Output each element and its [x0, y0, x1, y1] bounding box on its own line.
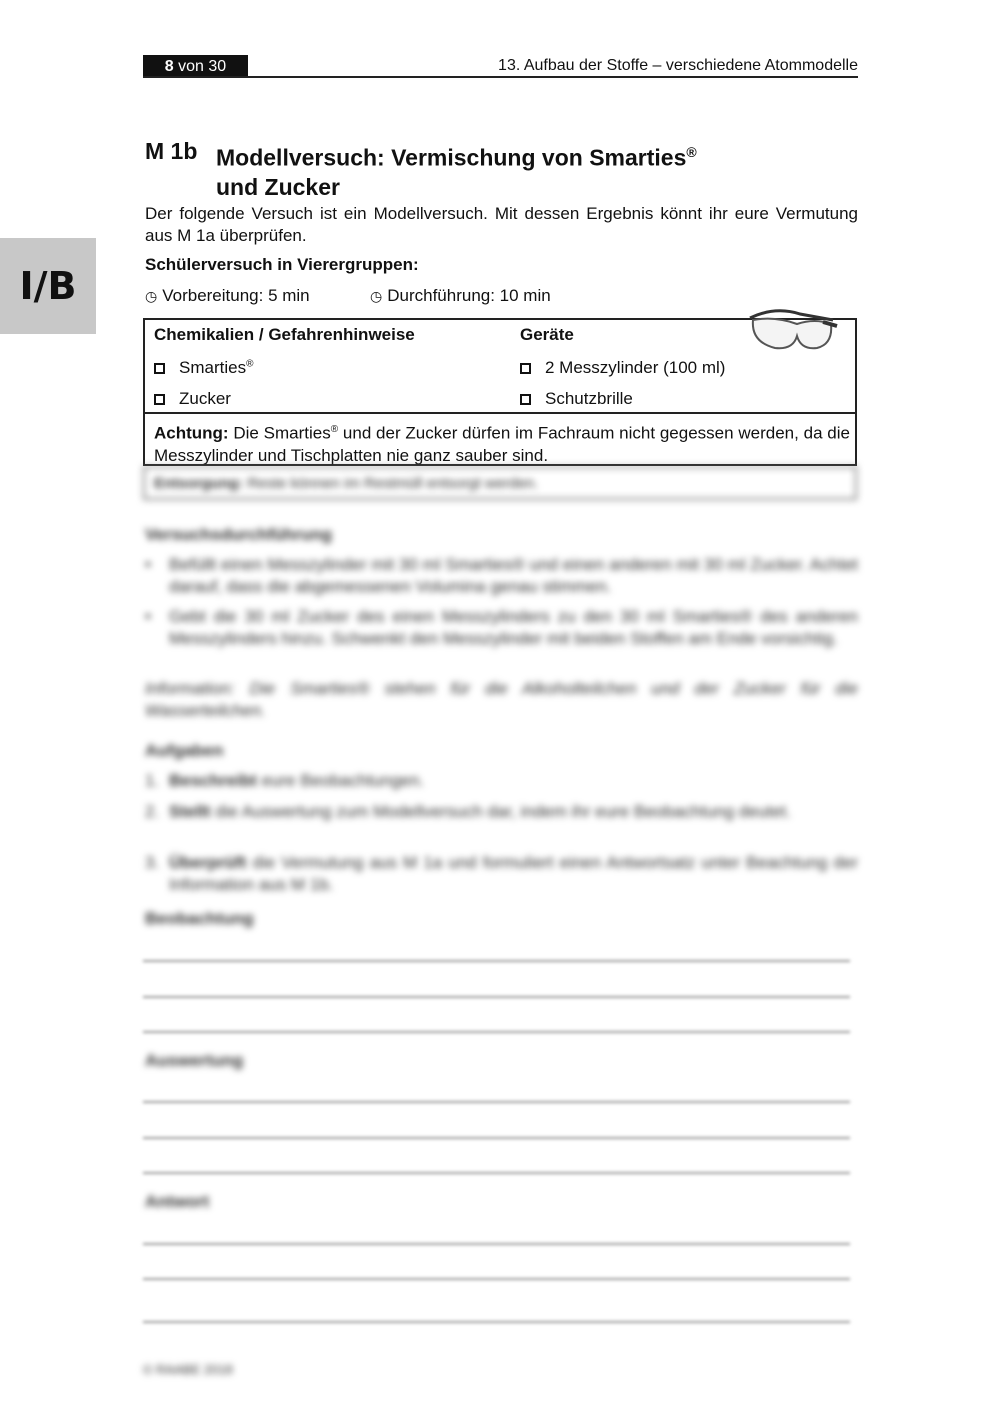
checkbox-icon	[154, 394, 165, 405]
information-note: Information: Die Smarties® stehen für die Alkoholteilchen und der Zucker für die Wasserteilchen.	[145, 679, 858, 720]
execution-time-text: Durchführung: 10 min	[387, 286, 551, 305]
table-divider	[143, 412, 857, 414]
material-title	[216, 138, 836, 202]
task-verb: Überprüft	[169, 853, 247, 872]
safety-glasses-icon	[745, 306, 840, 356]
page-number-box	[143, 55, 248, 78]
subheading: Schülerversuch in Vierergruppen:	[145, 255, 419, 274]
registered-mark: ®	[686, 144, 697, 160]
task-text: die Auswertung zum Modellversuch dar, indem ihr eure Beobachtung deutet.	[210, 802, 791, 821]
task-item: 2. Stellt die Auswertung zum Modellversuch dar, indem ihr eure Beobachtung deutet.	[145, 802, 791, 821]
chemical-item	[154, 358, 253, 378]
answer-line	[143, 960, 850, 962]
side-tab-label: I/B	[0, 238, 96, 334]
answer-line	[143, 1243, 850, 1245]
warning-label: Achtung:	[154, 423, 229, 443]
device-item	[520, 358, 725, 378]
warning-text: und der Zucker dürfen im Fachraum nicht gegessen werden, da die Messzylinder und Tischplatten nie ganz sauber sind.	[154, 423, 850, 465]
answer-line	[143, 1101, 850, 1103]
evaluation-heading: Auswertung	[145, 1051, 244, 1070]
material-label: M 1b	[145, 138, 198, 164]
checkbox-icon	[520, 363, 531, 374]
answer-line	[143, 996, 850, 998]
procedure-heading: Versuchsdurchführung	[145, 525, 333, 544]
disposal-text: Reste können im Restmüll entsorgt werden.	[247, 475, 539, 492]
checkbox-icon	[154, 363, 165, 374]
task-verb: Stellt	[169, 802, 211, 821]
task-text: eure Beobachtungen.	[256, 771, 425, 790]
task-text: die Vermutung aus M 1a und formuliert einen Antwortsatz unter Beachtung der Information aus M 1b.	[169, 853, 858, 894]
material-title-line1: Modellversuch: Vermischung von Smarties	[216, 144, 687, 171]
material-title-line2: und Zucker	[216, 173, 340, 200]
answer-line	[143, 1278, 850, 1280]
task-item: 1. Beschreibt eure Beobachtungen.	[145, 771, 425, 790]
answer-line	[143, 1321, 850, 1323]
answer-line	[143, 1137, 850, 1139]
chemical-item	[154, 389, 231, 409]
intro-text: Der folgende Versuch ist ein Modellversuch. Mit dessen Ergebnis könnt ihr eure Vermutung aus M 1a überprüfen.	[145, 204, 858, 245]
header-rule	[143, 76, 858, 78]
page-suffix: von 30	[178, 58, 227, 75]
device-label: Schutzbrille	[545, 389, 633, 408]
page-number: 8	[164, 58, 174, 75]
execution-time	[370, 286, 551, 306]
procedure-step: • Befüllt einen Messzylinder mit 30 ml Smarties® und einen anderen mit 30 ml Zucker. Achtet darauf, dass die abgemessenen Volumina genau stimmen.	[145, 555, 858, 596]
answer-line	[143, 1031, 850, 1033]
disposal-note	[154, 473, 538, 495]
procedure-step: • Gebt die 30 ml Zucker des einen Messzylinders zu den 30 ml Smarties® des anderen Messzylinders hinzu. Schwenkt den Messzylinder mit beiden Stoffen am Ende vorsichtig.	[145, 607, 858, 648]
warning-note	[154, 419, 850, 467]
clock-icon: ◷	[145, 288, 158, 304]
disposal-label: Entsorgung:	[154, 475, 244, 492]
device-item	[520, 389, 633, 409]
tasks-heading: Aufgaben	[145, 741, 224, 760]
chemicals-header: Chemikalien / Gefahrenhinweise	[154, 325, 415, 344]
observation-heading: Beobachtung	[145, 909, 254, 928]
task-verb: Beschreibt	[169, 771, 257, 790]
footer-copyright: © RAABE 2018	[143, 1362, 233, 1377]
chemical-label: Zucker	[179, 389, 231, 408]
answer-line	[143, 1172, 850, 1174]
answer-heading: Antwort	[145, 1192, 210, 1211]
task-item: 3. Überprüft die Vermutung aus M 1a und formuliert einen Antwortsatz unter Beachtung der Information aus M 1b.	[145, 853, 858, 894]
registered-mark: ®	[330, 424, 339, 435]
chemical-label: Smarties	[179, 358, 247, 377]
warning-text: Die Smarties	[228, 423, 331, 443]
device-label: 2 Messzylinder (100 ml)	[545, 358, 726, 377]
procedure-step-text: Gebt die 30 ml Zucker des einen Messzylinders zu den 30 ml Smarties® des anderen Messzylinders hinzu. Schwenkt den Messzylinder mit beiden Stoffen am Ende vorsichtig.	[169, 607, 858, 648]
section-title: 13. Aufbau der Stoffe – verschiedene Atommodelle	[498, 57, 858, 74]
checkbox-icon	[520, 394, 531, 405]
devices-header: Geräte	[520, 325, 574, 344]
registered-mark: ®	[246, 358, 254, 370]
procedure-step-text: Befüllt einen Messzylinder mit 30 ml Smarties® und einen anderen mit 30 ml Zucker. Achtet darauf, dass die abgemessenen Volumina genau stimmen.	[169, 555, 858, 596]
clock-icon: ◷	[370, 288, 383, 304]
preparation-time-text: Vorbereitung: 5 min	[162, 286, 310, 305]
preparation-time	[145, 286, 310, 306]
